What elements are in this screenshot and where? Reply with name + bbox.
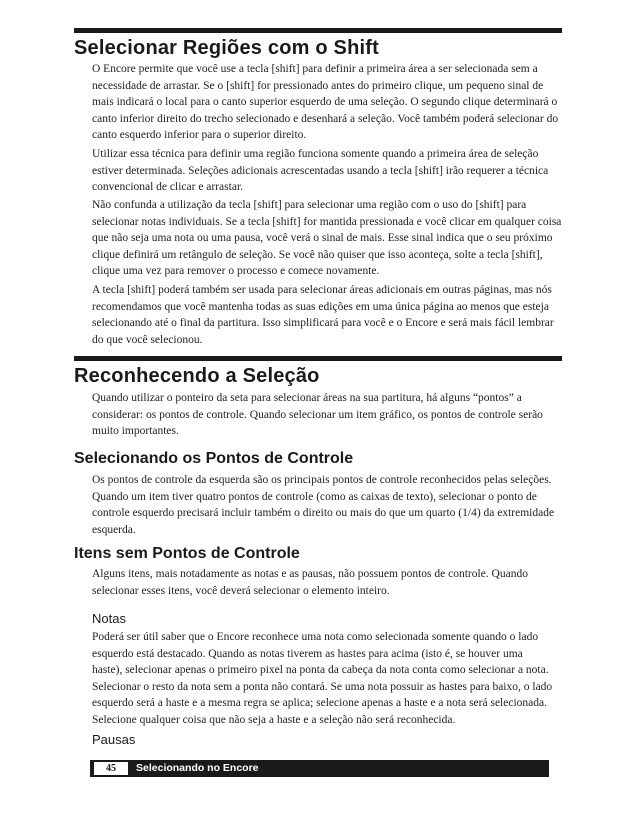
text-line: muito importantes.	[92, 425, 179, 438]
paragraph	[92, 282, 558, 348]
text-line: esquerdo está destacado. Quando as notas tiverem as hastes para acima (isto é, se houver uma	[92, 647, 523, 660]
text-line: Quando utilizar o ponteiro da seta para selecionar áreas na sua partitura, há alguns “pontos” a	[92, 392, 522, 404]
section-rule	[74, 28, 562, 33]
page-number: 45	[94, 762, 128, 775]
section-heading: Selecionar Regiões com o Shift	[74, 37, 379, 59]
subsection-heading: Itens sem Pontos de Controle	[74, 545, 300, 562]
text-line: clique definirá um retângulo de seleção. Se você não quiser que isso aconteça, solte a tecla [shift],	[92, 248, 543, 261]
text-line: mais indicará o local para o canto superior esquerdo de uma seleção. O segundo clique determinará o	[92, 96, 558, 109]
text-line: canto esquerdo inferior para o superior direito.	[92, 129, 307, 142]
text-line: Utilizar essa técnica para definir uma região funciona somente quando a primeira área de seleção	[92, 148, 539, 160]
text-line: que não seja uma nota ou uma pausa, você verá o sinal de mais. Esse sinal indica que o seu próximo	[92, 232, 553, 245]
paragraph	[92, 197, 562, 280]
text-line: A tecla [shift] poderá também ser usada para selecionar áreas adicionais em outras páginas, mas nós	[92, 284, 552, 296]
text-line: haste), selecionar apenas o primeiro pixel na ponta da cabeça da nota conta como selecionar a nota.	[92, 664, 549, 677]
text-line: necessidade de arrastar. Se o [shift] for pressionado antes do primeiro clique, um pequeno sinal de	[92, 79, 544, 92]
text-line: convencional de clicar e arrastar.	[92, 181, 244, 194]
text-line: do que você selecionou.	[92, 333, 203, 346]
section-heading: Reconhecendo a Seleção	[74, 365, 320, 387]
text-line: Selecionar o resto da nota sem a ponta não contará. Se uma nota possuir as hastes para baixo, o lado	[92, 680, 553, 693]
subsubsection-heading: Notas	[92, 611, 126, 626]
page-footer	[90, 760, 549, 777]
text-line: estiver determinada. Seleções adicionais acrescentadas usando a tecla [shift] irão requerer a técnica	[92, 164, 549, 177]
text-line: Quando um item tiver quatro pontos de controle (como as caixas de texto), selecionar o ponto de	[92, 490, 537, 503]
paragraph	[92, 472, 558, 538]
paragraph	[92, 629, 558, 729]
text-line: canto inferior direito do trecho selecionado e desenhará a seleção. Você também poderá selecionar do	[92, 112, 559, 125]
paragraph	[92, 146, 558, 196]
text-line: Poderá ser útil saber que o Encore reconhece uma nota como selecionada somente quando o lado	[92, 631, 539, 643]
paragraph	[92, 61, 558, 144]
text-line: O Encore permite que você use a tecla [shift] para definir a primeira área a ser selecionada sem a	[92, 63, 538, 75]
subsection-heading: Selecionando os Pontos de Controle	[74, 450, 354, 467]
text-line: recomendamos que você mantenha todas as suas edições em uma única página ao menos que esteja	[92, 300, 549, 313]
text-line: Alguns itens, mais notadamente as notas e as pausas, não possuem pontos de controle. Quando	[92, 568, 528, 580]
text-line: selecionando até o final da partitura. Isso simplificará para você e o Encore e será mais fácil lembrar	[92, 317, 554, 330]
text-line: Os pontos de controle da esquerda são os principais pontos de controle reconhecidos pelas seleções.	[92, 474, 552, 486]
text-line: controle esquerdo precisará incluir também o direito ou mais do que um quarto (1/4) da extremidade	[92, 507, 555, 520]
text-line: Não confunda a utilização da tecla [shift] para selecionar uma região com o uso do [shift] para	[92, 199, 527, 211]
subsubsection-heading: Pausas	[92, 732, 136, 747]
paragraph	[92, 566, 558, 599]
text-line: considerar: os pontos de controle. Quando selecionar um item gráfico, os pontos de controle serão	[92, 408, 543, 421]
section-rule	[74, 356, 562, 361]
text-line: esquerda.	[92, 523, 136, 536]
text-line: selecionar notas individuais. Se a tecla [shift] for mantida pressionada e você clicar em qualquer coisa	[92, 215, 562, 228]
text-line: selecionar esses itens, você deverá selecionar o elemento inteiro.	[92, 584, 390, 597]
text-line: Selecione qualquer coisa que não seja a haste e a seleção não será reconhecida.	[92, 713, 456, 726]
paragraph	[92, 390, 558, 440]
footer-chapter-title: Selecionando no Encore	[136, 762, 259, 774]
text-line: esquerdo será a haste e a mesma regra se aplica; selecione apenas a haste e a nota será selecionada.	[92, 697, 547, 710]
text-line: clique uma vez para remover o processo e comece novamente.	[92, 265, 380, 278]
